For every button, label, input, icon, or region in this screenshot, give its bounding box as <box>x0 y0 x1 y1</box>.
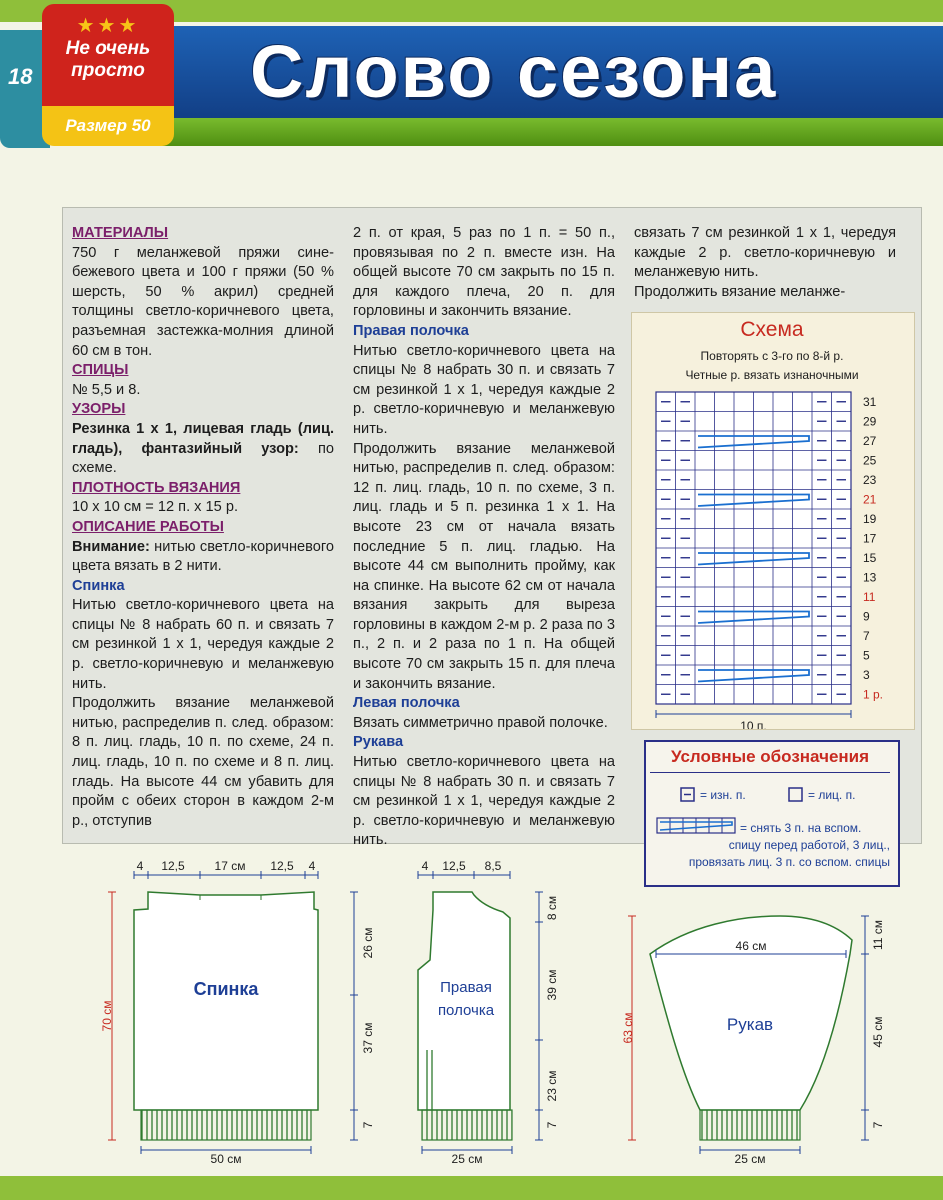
back-dim-top-1: 4 <box>136 859 144 873</box>
sleeve-dim-right-2: 45 см <box>871 1016 885 1048</box>
sleeve-dim-right-1: 11 см <box>871 919 885 951</box>
scheme-row-label: 13 <box>863 570 877 585</box>
page-title: Слово сезона <box>250 30 778 113</box>
scheme-grid <box>640 384 900 729</box>
materials-text: 750 г меланжевой пряжи сине-бежевого цвета и 100 г пряжи (50 % шерсть, 50 % акрил) средней толщины светло-коричневого цвета, разъемная застежка-молния длиной 60 см в тон. <box>72 244 334 359</box>
back-heading: Спинка <box>72 577 125 594</box>
scheme-note-1: Повторять с 3-го по 8-й р. <box>700 349 844 363</box>
needles-heading: СПИЦЫ <box>72 362 129 379</box>
attention-rest: нитью светло-коричневого цвета вязать в 2 нити. <box>72 538 334 575</box>
sleeve-dim-bottom: 25 см <box>734 1152 766 1166</box>
patterns-heading: УЗОРЫ <box>72 401 126 418</box>
scheme-row-label: 1 р. <box>863 687 884 702</box>
back-dim-top-5: 4 <box>308 859 316 873</box>
bottom-green-strip <box>0 1176 943 1200</box>
right-front-heading: Правая полочка <box>353 322 469 339</box>
scheme-row-label: 21 <box>863 492 877 507</box>
scheme-row-label: 29 <box>863 414 877 429</box>
sleeve-heading: Рукава <box>353 734 404 751</box>
scheme-row-label: 19 <box>863 511 877 526</box>
front-dim-top-2: 12,5 <box>442 859 466 873</box>
front-dim-right-3: 23 см <box>545 1070 559 1102</box>
density-text: 10 х 10 см = 12 п. х 15 р. <box>72 499 238 516</box>
front-pattern <box>418 859 559 1166</box>
scheme-row-label: 5 <box>863 648 870 663</box>
pattern-diagrams <box>0 850 943 1170</box>
scheme-row-label: 3 <box>863 667 870 682</box>
sleeve-dim-top: 46 см <box>735 939 767 953</box>
back-dim-right-2: 37 см <box>361 1022 375 1054</box>
legend-cable-2: спицу перед работой, 3 лиц., <box>728 838 890 852</box>
density-heading: ПЛОТНОСТЬ ВЯЗАНИЯ <box>72 479 241 496</box>
patterns-bold: Резинка 1 х 1, лицевая гладь (лиц. гладь), фантазийный узор: <box>72 420 334 457</box>
back-pattern <box>100 859 375 1166</box>
back-dim-left: 70 см <box>100 1000 114 1032</box>
sleeve-dim-right-3: 7 <box>871 1121 885 1129</box>
sleeve-paragraph-1-cont: связать 7 см резинкой 1 х 1, чередуя каждые 2 р. светло-коричневую и меланжевую нить. <box>634 225 896 281</box>
difficulty-line1: Не очень <box>65 38 151 59</box>
back-dim-top-3: 17 см <box>214 859 246 873</box>
back-paragraph-2: Продолжить вязание меланжевой нитью, распределив п. след. образом: 8 п. лиц. гладь, 10 п. по схеме, 24 п. лиц. гладь, 10 п. по схеме и 8 п. лиц. гладь. На высоте 44 см убавить для пройм с обеих сторон в каждом 2-м р., отступив <box>72 695 334 829</box>
sleeve-label: Рукав <box>726 1015 774 1034</box>
left-front-text: Вязать симметрично правой полочке. <box>353 714 608 731</box>
title-banner-green <box>150 118 943 146</box>
sleeve-paragraph-2: Продолжить вязание меланже- <box>634 283 846 300</box>
difficulty-line2: просто <box>71 60 145 81</box>
materials-heading: МАТЕРИАЛЫ <box>72 225 169 241</box>
knit-symbol-icon <box>788 787 804 803</box>
patterns-rest: по схеме. <box>72 440 334 477</box>
back-paragraph-3: 2 п. от края, 5 раз по 1 п. = 50 п., провязывая по 2 п. вместе изн. На общей высоте 70 см закрыть по 15 п. для каждого плеча, 20 п. для горловины и закончить вязание. <box>353 225 615 320</box>
scheme-row-label: 7 <box>863 628 870 643</box>
back-dim-bottom: 50 см <box>210 1152 242 1166</box>
patterns-text <box>72 420 334 479</box>
back-label: Спинка <box>193 979 259 999</box>
front-label-line1: Правая <box>440 979 492 996</box>
scheme-row-label: 11 <box>863 589 876 604</box>
scheme-row-label: 23 <box>863 472 877 487</box>
legend-cable-3: провязать лиц. 3 п. со вспом. спицы <box>688 855 890 869</box>
size-badge: Размер 50 <box>42 106 174 146</box>
scheme-row-label: 9 <box>863 609 870 624</box>
scheme-row-label: 17 <box>863 531 877 546</box>
sleeve-paragraph-1: Нитью светло-коричневого цвета на спицы № 8 набрать 30 п. и связать 7 см резинкой 1 х 1, чередуя каждые 2 р. светло-коричневую и меланжевую нить. <box>353 754 615 849</box>
front-dim-right-2: 39 см <box>545 969 559 1001</box>
scheme-width-label: 10 п. <box>740 719 767 729</box>
front-dim-right-4: 7 <box>545 1121 559 1129</box>
scheme-row-label: 15 <box>863 550 877 565</box>
page-number: 18 <box>8 64 33 89</box>
back-dim-right-1: 26 см <box>361 927 375 959</box>
column-2 <box>353 224 615 851</box>
legend-cable-1: = снять 3 п. на вспом. <box>740 821 862 835</box>
right-front-paragraph-1: Нитью светло-коричневого цвета на спицы № 8 набрать 30 п. и связать 7 см резинкой 1 х 1, чередуя каждые 2 р. светло-коричневую и меланжевую нить. <box>353 342 615 437</box>
legend-divider <box>650 772 890 773</box>
difficulty-badge <box>42 4 174 106</box>
back-paragraph-1: Нитью светло-коричневого цвета на спицы № 8 набрать 60 п. и связать 7 см резинкой 1 х 1, чередуя каждые 2 р. светло-коричневую и меланжевую нить. <box>72 597 334 692</box>
legend-purl: = изн. п. <box>700 788 746 802</box>
needles-text: № 5,5 и 8. <box>72 381 141 398</box>
stars-icon: ★★★ <box>76 15 140 37</box>
front-label-line2: полочка <box>437 1002 495 1019</box>
purl-symbol-icon <box>680 787 696 803</box>
column-1 <box>72 224 334 831</box>
scheme-title: Схема <box>740 318 804 341</box>
right-front-paragraph-2: Продолжить вязание меланжевой нитью, распределив п. след. образом: 12 п. лиц. гладь, 10 п. по схеме, 3 п. лиц. гладь и 5 п. резинка 1 х 1. На высоте 23 см от начала вязать последние 5 п. лиц. гладью. На высоте 44 см выполнить пройму, как на спинке. На высоте 62 см от начала вязания закрыть для выреза горловины в каждом 2-м р. 2 раза по 3 п., 2 п. и 2 раза по 1 п. На общей высоте 70 см закрыть 15 п. для плеча и закончить вязание. <box>353 440 615 692</box>
left-front-heading: Левая полочка <box>353 695 460 712</box>
front-dim-top-3: 8,5 <box>484 859 502 873</box>
attention-bold: Внимание: <box>72 538 150 555</box>
scheme-row-label: 27 <box>863 433 877 448</box>
front-dim-right-1: 8 см <box>545 895 559 921</box>
back-dim-top-2: 12,5 <box>161 859 185 873</box>
sleeve-dim-left: 63 см <box>621 1012 635 1044</box>
back-dim-right-3: 7 <box>361 1121 375 1129</box>
scheme-row-label: 25 <box>863 453 877 468</box>
legend-knit: = лиц. п. <box>808 788 856 802</box>
front-dim-top-1: 4 <box>421 859 429 873</box>
column-3 <box>634 224 896 302</box>
cable-symbol-icon <box>656 817 736 835</box>
back-dim-top-4: 12,5 <box>270 859 294 873</box>
attention-text <box>72 538 334 577</box>
sleeve-pattern <box>621 916 885 1166</box>
front-dim-bottom: 25 см <box>451 1152 483 1166</box>
legend-title: Условные обозначения <box>670 747 870 766</box>
scheme-note-2: Четные р. вязать изнаночными <box>685 368 859 382</box>
scheme-row-label: 31 <box>863 394 877 409</box>
description-heading: ОПИСАНИЕ РАБОТЫ <box>72 518 224 535</box>
